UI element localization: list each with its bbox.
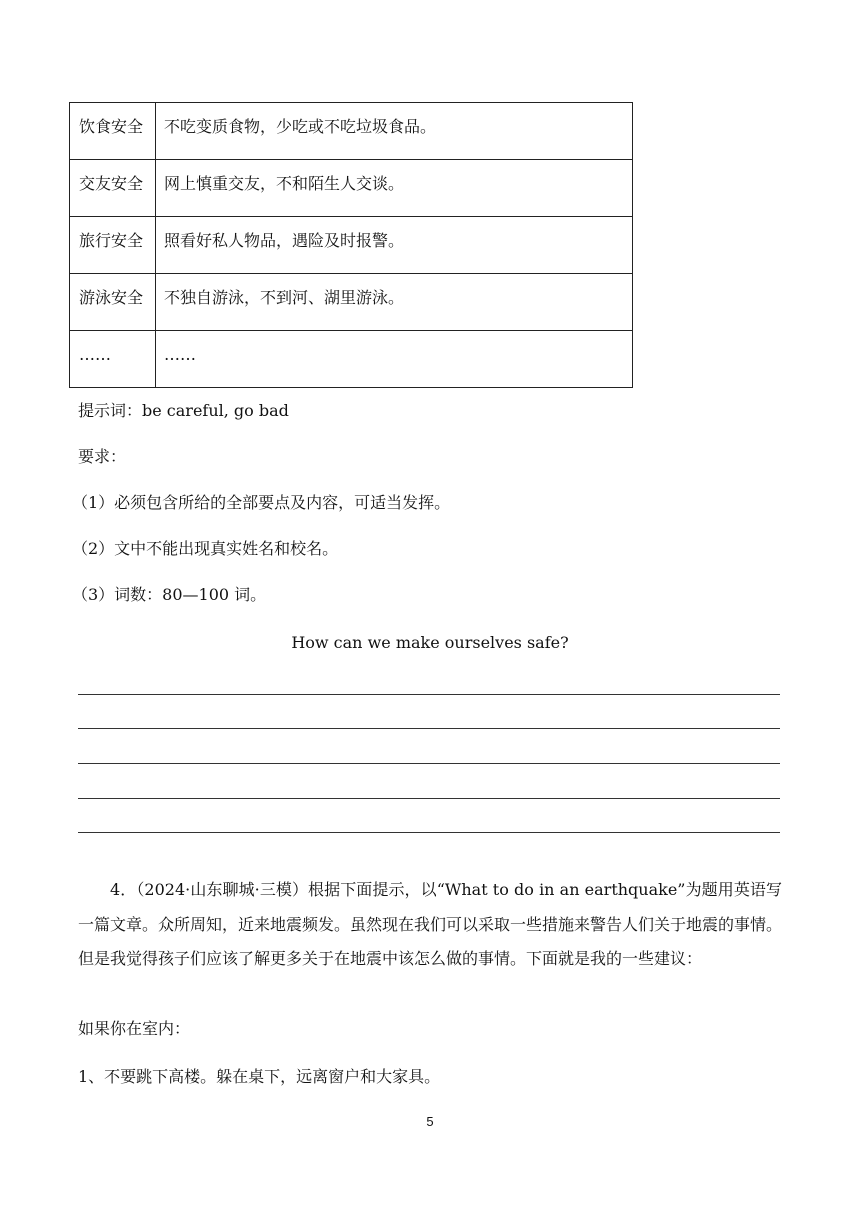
safety-category: 旅行安全 — [70, 217, 156, 274]
requirement-item: （3）词数：80—100 词。 — [72, 585, 267, 604]
table-row — [70, 160, 633, 217]
safety-table — [69, 102, 633, 388]
safety-category: …… — [70, 331, 156, 388]
table-row — [70, 103, 633, 160]
answer-line[interactable] — [78, 832, 780, 833]
answer-line[interactable] — [78, 763, 780, 764]
safety-content: …… — [156, 331, 633, 388]
safety-category: 游泳安全 — [70, 274, 156, 331]
indoor-heading: 如果你在室内： — [78, 1019, 191, 1038]
safety-content: 网上慎重交友，不和陌生人交谈。 — [156, 160, 633, 217]
requirement-item: （2）文中不能出现真实姓名和校名。 — [72, 539, 339, 558]
safety-category: 饮食安全 — [70, 103, 156, 160]
question-4-paragraph: 4．（2024·山东聊城·三模）根据下面提示，以“What to do in an earthquake”为题用英语写一篇文章。众所周知，近来地震频发。虽然现在我们可以采取一些措施来警告人们关于地震的事情。但是我觉得孩子们应该了解更多关于在地震中该怎么做的事情。下面就是我的一些建议： — [78, 880, 783, 968]
essay-title: How can we make ourselves safe? — [291, 633, 569, 652]
safety-category: 交友安全 — [70, 160, 156, 217]
safety-content: 照看好私人物品，遇险及时报警。 — [156, 217, 633, 274]
table-row — [70, 274, 633, 331]
page-number: 5 — [426, 1114, 434, 1129]
requirement-item: （1）必须包含所给的全部要点及内容，可适当发挥。 — [72, 493, 451, 512]
safety-content: 不吃变质食物，少吃或不吃垃圾食品。 — [156, 103, 633, 160]
requirements-heading: 要求： — [78, 447, 127, 466]
hint-words: 提示词：be careful, go bad — [78, 401, 289, 420]
suggestion-1: 1、不要跳下高楼。躲在桌下，远离窗户和大家具。 — [78, 1067, 441, 1086]
safety-content: 不独自游泳，不到河、湖里游泳。 — [156, 274, 633, 331]
answer-line[interactable] — [78, 798, 780, 799]
table-row — [70, 217, 633, 274]
answer-line[interactable] — [78, 728, 780, 729]
table-row — [70, 331, 633, 388]
answer-line[interactable] — [78, 694, 780, 695]
